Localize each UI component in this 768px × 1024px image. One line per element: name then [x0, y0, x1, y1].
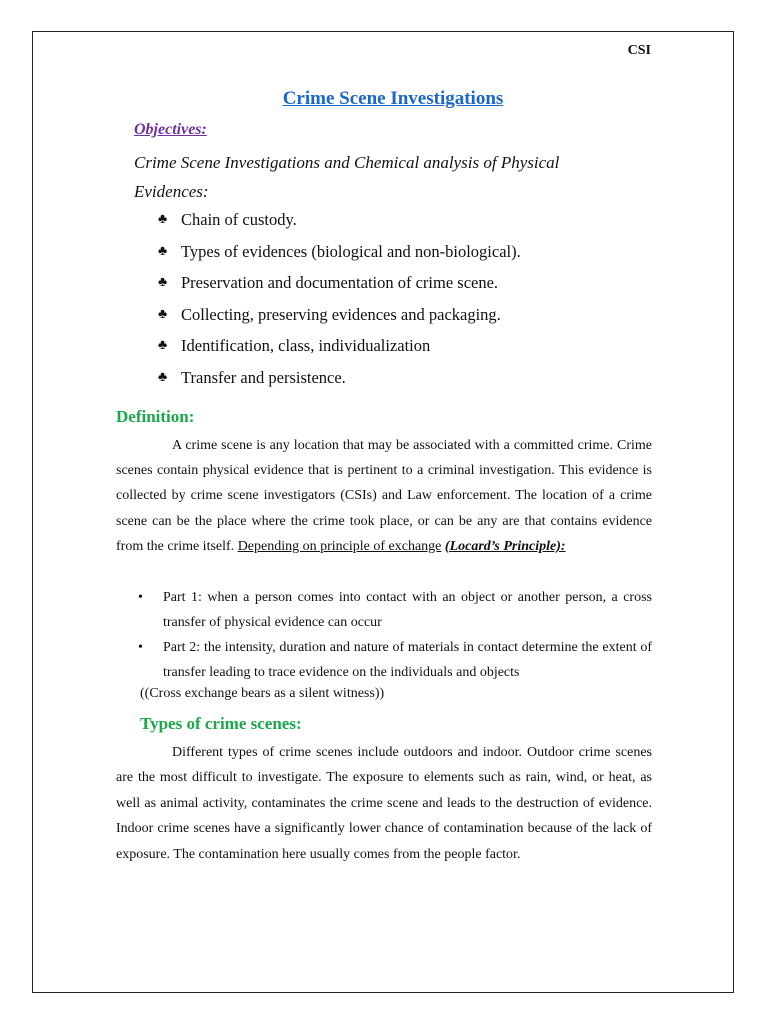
objective-item: [158, 332, 521, 364]
list-item: [136, 635, 652, 685]
objective-item: [158, 269, 521, 301]
objective-item: [158, 364, 521, 396]
objective-text: Transfer and persistence.: [181, 367, 346, 387]
club-icon: ♣: [158, 243, 168, 259]
club-icon: ♣: [158, 369, 168, 385]
objective-item: [158, 301, 521, 333]
bullet-icon: •: [138, 640, 143, 655]
club-icon: ♣: [158, 212, 168, 227]
objectives-list: [158, 206, 521, 395]
definition-body: A crime scene is any location that may be associated with a committed crime. Crime scenes contain physical evidence that is pertinent to a criminal investigation. This evidence is collected by crime scene investigators (CSIs) and Law enforcement. The location of a crime scene can be the place where the crime took place, or can be any are that contains evidence from the crime itself.: [116, 438, 652, 554]
part-text: Part 2: the intensity, duration and nature of materials in contact determine the extent of transfer leading to trace evidence on the individuals and objects: [163, 640, 652, 680]
document-title: Crime Scene Investigations: [282, 88, 504, 109]
club-icon: ♣: [158, 275, 168, 290]
exchange-principle-text: Depending on principle of exchange: [237, 538, 442, 554]
part-text: Part 1: when a person comes into contact with an object or another person, a cross transfer of physical evidence can occur: [163, 590, 652, 630]
objective-item: [158, 206, 521, 238]
objective-text: Preservation and documentation of crime scene.: [181, 273, 499, 292]
types-heading: Types of crime scenes:: [140, 714, 302, 733]
types-paragraph: [116, 740, 652, 867]
objectives-intro: Crime Scene Investigations and Chemical analysis of Physical Evidences:: [134, 153, 560, 201]
club-icon: ♣: [158, 338, 168, 353]
cross-exchange-note: ((Cross exchange bears as a silent witness)): [140, 686, 385, 701]
exchange-parts-list: [136, 585, 652, 685]
bullet-icon: •: [138, 590, 143, 605]
club-icon: ♣: [158, 306, 168, 322]
objective-text: Chain of custody.: [181, 210, 297, 229]
objective-text: Collecting, preserving evidences and packaging.: [181, 304, 501, 324]
objective-text: Identification, class, individualization: [181, 336, 431, 355]
objective-item: [158, 238, 521, 270]
list-item: [136, 585, 652, 635]
locard-principle: (Locard’s Principle):: [444, 538, 566, 554]
header-label: CSI: [627, 43, 651, 58]
definition-heading: Definition:: [116, 407, 195, 426]
objective-text: Types of evidences (biological and non-biological).: [181, 241, 521, 261]
objectives-heading: Objectives:: [134, 121, 207, 138]
types-body: Different types of crime scenes include outdoors and indoor. Outdoor crime scenes are the most difficult to investigate. The exposure to elements such as rain, wind, or heat, as well as animal activity, contaminates the crime scene and leads to the destruction of evidence. Indoor crime scenes have a significantly lower chance of contamination because of the lack of exposure. The contamination here usually comes from the people factor.: [116, 745, 652, 862]
definition-paragraph: [116, 433, 652, 559]
